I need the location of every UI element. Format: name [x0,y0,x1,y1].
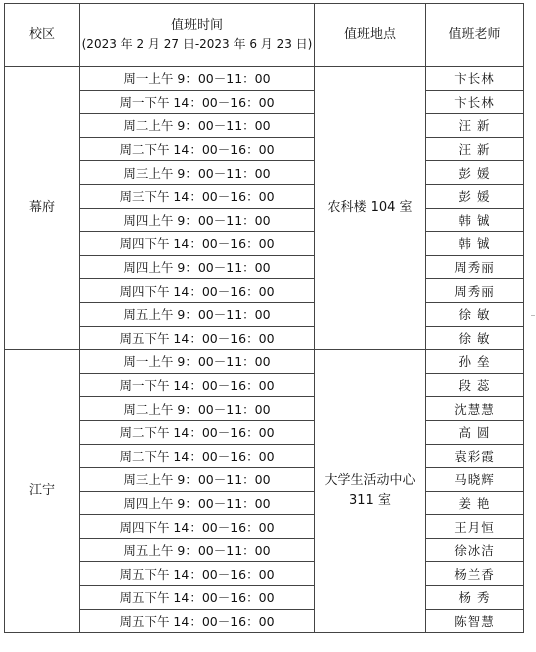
place-cell [315,67,426,350]
table-row [5,538,524,562]
table-row [5,515,524,539]
duty-time-cell: 周五下午 14：00－16：00 [80,326,315,350]
duty-time-cell: 周五上午 9：00－11：00 [80,538,315,562]
duty-time-cell: 周二上午 9：00－11：00 [80,114,315,138]
duty-time-cell: 周三上午 9：00－11：00 [80,161,315,185]
duty-time-cell: 周二上午 9：00－11：00 [80,397,315,421]
table-row [5,90,524,114]
table-row [5,255,524,279]
duty-time-cell: 周二下午 14：00－16：00 [80,137,315,161]
header-time [80,4,315,67]
teacher-cell: 韩 铖 [426,208,524,232]
duty-time-cell: 周五下午 14：00－16：00 [80,609,315,633]
teacher-cell: 徐 敏 [426,326,524,350]
duty-time-cell: 周二下午 14：00－16：00 [80,444,315,468]
table-row [5,137,524,161]
table-row [5,373,524,397]
duty-time-cell: 周一下午 14：00－16：00 [80,90,315,114]
table-row [5,444,524,468]
table-row [5,279,524,303]
duty-time-cell: 周一上午 9：00－11：00 [80,350,315,374]
teacher-cell: 徐 敏 [426,302,524,326]
teacher-cell: 汪 新 [426,114,524,138]
teacher-cell: 杨兰香 [426,562,524,586]
place-cell [315,350,426,633]
table-row [5,232,524,256]
campus-cell: 江宁 [5,350,80,633]
duty-time-cell: 周五下午 14：00－16：00 [80,562,315,586]
header-time-range: (2023 年 2 月 27 日-2023 年 6 月 23 日) [81,37,313,51]
table-row [5,67,524,91]
duty-time-cell: 周四上午 9：00－11：00 [80,255,315,279]
teacher-cell: 沈慧慧 [426,397,524,421]
duty-time-cell: 周四上午 9：00－11：00 [80,491,315,515]
header-place: 值班地点 [315,4,426,67]
place-line: 农科楼 104 室 [327,200,413,216]
table-row [5,326,524,350]
teacher-cell: 孙 垒 [426,350,524,374]
duty-time-cell: 周一上午 9：00－11：00 [80,67,315,91]
teacher-cell: 段 蕊 [426,373,524,397]
duty-time-cell: 周三上午 9：00－11：00 [80,468,315,492]
teacher-cell: 徐冰洁 [426,538,524,562]
teacher-cell: 彭 媛 [426,161,524,185]
table-row [5,420,524,444]
table-row [5,161,524,185]
place-line: 大学生活动中心 [324,473,416,489]
table-row [5,184,524,208]
teacher-cell: 周秀丽 [426,255,524,279]
teacher-cell: 姜 艳 [426,491,524,515]
table-row [5,562,524,586]
header-campus: 校区 [5,4,80,67]
edge-tick [531,315,535,316]
schedule-body [5,67,524,633]
duty-time-cell: 周四下午 14：00－16：00 [80,279,315,303]
table-row [5,302,524,326]
table-row [5,491,524,515]
teacher-cell: 汪 新 [426,137,524,161]
teacher-cell: 马晓辉 [426,468,524,492]
duty-time-cell: 周四上午 9：00－11：00 [80,208,315,232]
teacher-cell: 韩 铖 [426,232,524,256]
teacher-cell: 周秀丽 [426,279,524,303]
duty-time-cell: 周一下午 14：00－16：00 [80,373,315,397]
header-teacher: 值班老师 [426,4,524,67]
duty-time-cell: 周五上午 9：00－11：00 [80,302,315,326]
duty-time-cell: 周三下午 14：00－16：00 [80,184,315,208]
header-row [5,4,524,67]
teacher-cell: 王月恒 [426,515,524,539]
table-row [5,350,524,374]
teacher-cell: 彭 媛 [426,184,524,208]
duty-schedule-table [4,3,524,633]
duty-time-cell: 周二下午 14：00－16：00 [80,420,315,444]
teacher-cell: 高 圆 [426,420,524,444]
teacher-cell: 卞长林 [426,67,524,91]
duty-time-cell: 周四下午 14：00－16：00 [80,515,315,539]
table-row [5,609,524,633]
header-time-title: 值班时间 [170,18,223,33]
duty-time-cell: 周四下午 14：00－16：00 [80,232,315,256]
campus-cell: 幕府 [5,67,80,350]
table-row [5,114,524,138]
table-row [5,468,524,492]
place-line: 311 室 [349,493,391,509]
table-row [5,208,524,232]
teacher-cell: 杨 秀 [426,586,524,610]
table-row [5,397,524,421]
duty-time-cell: 周五下午 14：00－16：00 [80,586,315,610]
table-row [5,586,524,610]
teacher-cell: 陈智慧 [426,609,524,633]
teacher-cell: 袁彩霞 [426,444,524,468]
teacher-cell: 卞长林 [426,90,524,114]
